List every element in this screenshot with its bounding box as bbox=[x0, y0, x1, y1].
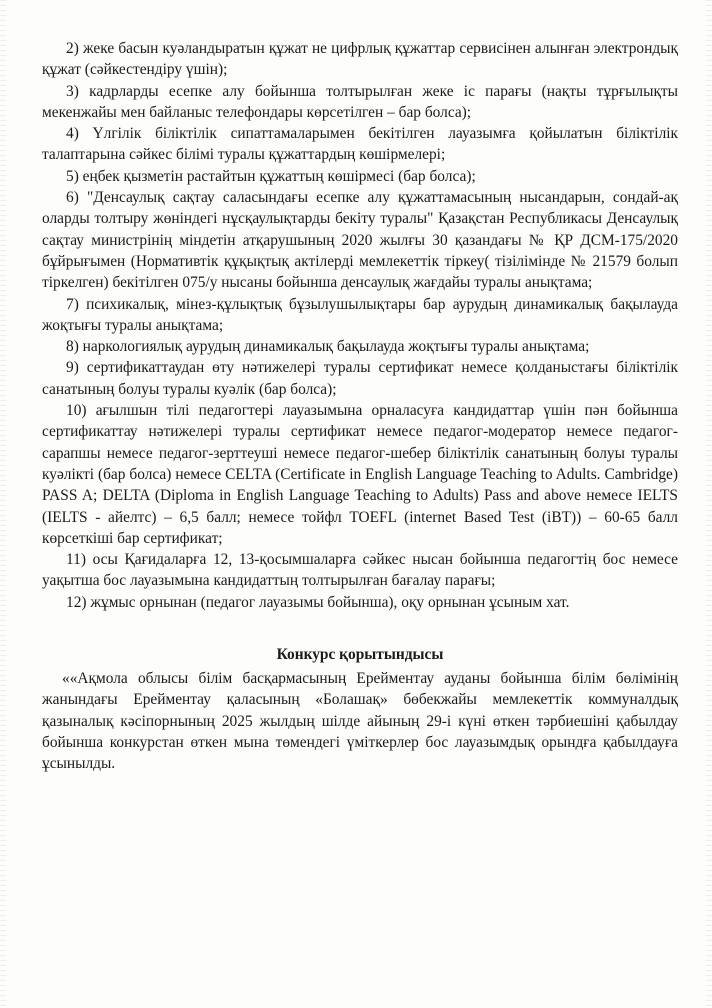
scan-edge-right bbox=[706, 0, 712, 1008]
section-title: Конкурс қорытындысы bbox=[276, 646, 444, 664]
list-item: 12) жұмыс орнынан (педагог лауазымы бойынша), оқу орнынан ұсыным хат. bbox=[66, 593, 570, 611]
list-item: 7) психикалық, мінез-құлықтық бұзылушылықтары бар аурудың динамикалық бақылауда жоқтығы туралы анықтама; bbox=[42, 295, 678, 334]
requirements-list bbox=[42, 38, 678, 613]
list-item: 4) Үлгілік біліктілік сипаттамаларымен бекітілген лауазымға қойылатын біліктілік талаптарына сәйкес білімі туралы құжаттардың көшірмелері; bbox=[42, 125, 678, 164]
list-item: 2) жеке басын куәландыратын құжат не цифрлық құжаттар сервисінен алынған электрондық құжат (сәйкестендіру үшін); bbox=[42, 40, 678, 79]
list-item: 5) еңбек қызметін растайтын құжаттың көшірмесі (бар болса); bbox=[66, 167, 476, 185]
list-item: 3) кадрларды есепке алу бойынша толтырылған жеке іс парағы (нақты тұрғылықты мекенжайы мен байланыс телефондары көрсетілген – бар болса); bbox=[42, 82, 678, 121]
list-item: 6) "Денсаулық сақтау саласындағы есепке алу құжаттамасының нысандарын, сондай-ақ оларды толтыру жөніндегі нұсқаулықтарды бекіту туралы" Қазақстан Республикасы Денсаулық сақтау министрінің міндетін атқарушының 2020 жылғы 30 қазандағы № ҚР ДСМ-175/2020 бұйрығымен (Нормативтік құқықтық актілерді мемлекеттік тіркеу( тізілімінде № 21579 болып тіркелген) бекітілген 075/у нысаны бойынша денсаулық жағдайы туралы анықтама; bbox=[42, 189, 678, 292]
list-item: 9) сертификаттаудан өту нәтижелері туралы сертификат немесе қолданыстағы біліктілік санатының болуы туралы куәлік (бар болса); bbox=[42, 359, 678, 398]
conclusion-paragraph: ««Ақмола облысы білім басқармасының Ерейментау ауданы бойынша білім бөлімінің жанындағы Ерейментау қаласының «Болашақ» бөбекжайы мемлекеттік коммуналдық қазыналық кәсіпорнының 2025 жылдың шілде айының 29-і күні өткен тәрбиешіні қабылдау бойынша конкурстан өткен мына төмендегі үміткерлер бос лауазымдық орындға қабылдауға ұсынылды. bbox=[42, 670, 678, 773]
list-item: 10) ағылшын тілі педагогтері лауазымына орналасуға кандидаттар үшін пән бойынша сертификаттау нәтижелері туралы сертификат немесе педагог-модератор немесе педагог-сарапшы немесе педагог-зерттеуші немесе педагог-шебер біліктілік санатының болуы туралы куәлікті (бар болса) немесе CELTA (Certificate in English Language Teaching to Adults. Cambridge) PASS A; DELTA (Diploma in English Language Teaching to Adults) Pass and above немесе IELTS (IELTS - айелтс) – 6,5 балл; немесе тойфл TOEFL (internet Based Test (iBT)) – 60-65 балл көрсеткіші бар сертификат; bbox=[42, 402, 678, 547]
scan-edge-left bbox=[0, 0, 6, 1008]
list-item: 11) осы Қағидаларға 12, 13-қосымшаларға сәйкес нысан бойынша педагогтің бос немесе уақытша бос лауазымына кандидаттың толтырылған бағалау парағы; bbox=[42, 551, 678, 590]
list-item: 8) наркологиялық аурудың динамикалық бақылауда жоқтығы туралы анықтама; bbox=[66, 338, 590, 356]
